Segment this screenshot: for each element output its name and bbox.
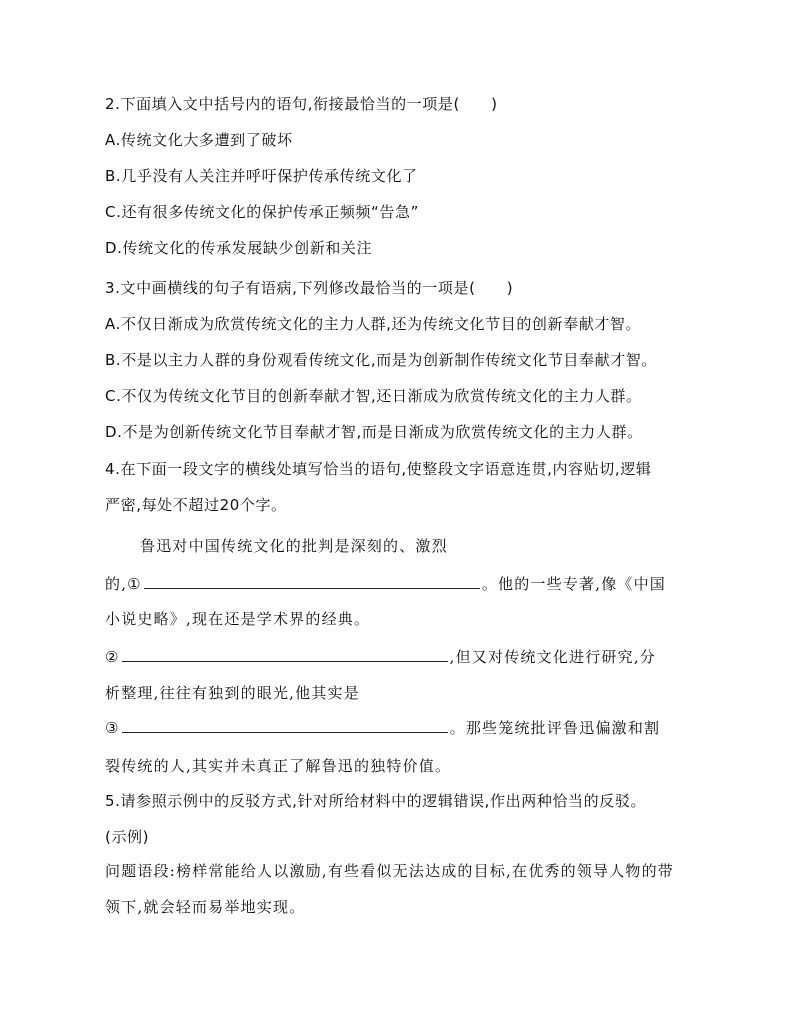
passage-line-6-suffix: 。那些笼统批评鲁迅偏激和割	[449, 719, 661, 737]
blank-2-input[interactable]	[122, 645, 448, 662]
passage-line-2-suffix: 。他的一些专著,像《中国	[481, 575, 666, 593]
blank-1-input[interactable]	[144, 572, 480, 589]
blank-3-input[interactable]	[122, 716, 448, 733]
passage-line-1: 鲁迅对中国传统文化的批判是深刻的、激烈	[140, 537, 448, 555]
question-5-example-label: (示例)	[105, 828, 150, 846]
passage-line-4-suffix: ,但又对传统文化进行研究,分	[449, 648, 656, 666]
question-3-option-c: C.不仅为传统文化节目的创新奉献才智,还日渐成为欣赏传统文化的主力人群。	[105, 387, 642, 405]
question-5-problem-line-2: 领下,就会轻而易举地实现。	[105, 898, 306, 916]
question-4-stem-line-2: 严密,每处不超过20个字。	[105, 496, 287, 514]
question-2-stem: 2.下面填入文中括号内的语句,衔接最恰当的一项是( )	[105, 95, 498, 113]
blank-2-number: ②	[105, 648, 120, 666]
question-3-option-a: A.不仅日渐成为欣赏传统文化的主力人群,还为传统文化节目的创新奉献才智。	[105, 315, 642, 333]
passage-line-7: 裂传统的人,其实并未真正了解鲁迅的独特价值。	[105, 757, 452, 775]
passage-line-4	[105, 645, 656, 668]
passage-line-6	[105, 716, 660, 739]
question-3-stem: 3.文中画横线的句子有语病,下列修改最恰当的一项是( )	[105, 279, 514, 297]
passage-line-2-prefix: 的,	[105, 575, 128, 593]
question-3-option-b: B.不是以主力人群的身份观看传统文化,而是为创新制作传统文化节目奉献才智。	[105, 351, 658, 369]
passage-line-5: 析整理,往往有独到的眼光,他其实是	[105, 684, 360, 702]
question-5-stem: 5.请参照示例中的反驳方式,针对所给材料中的逻辑错误,作出两种恰当的反驳。	[105, 792, 647, 810]
question-2-option-c: C.还有很多传统文化的保护传承正频频“告急”	[105, 203, 419, 221]
question-4-stem-line-1: 4.在下面一段文字的横线处填写恰当的语句,使整段文字语意连贯,内容贴切,逻辑	[105, 460, 652, 478]
blank-3-number: ③	[105, 719, 120, 737]
question-3-option-d: D.不是为创新传统文化节目奉献才智,而是日渐成为欣赏传统文化的主力人群。	[105, 423, 643, 441]
question-2-option-b: B.几乎没有人关注并呼吁保护传承传统文化了	[105, 167, 418, 185]
question-5-problem-line-1: 问题语段:榜样常能给人以激励,有些看似无法达成的目标,在优秀的领导人物的带	[105, 862, 674, 880]
question-2-option-d: D.传统文化的传承发展缺少创新和关注	[105, 239, 373, 257]
blank-1-number: ①	[127, 575, 142, 593]
passage-line-2	[105, 572, 666, 595]
question-2-option-a: A.传统文化大多遭到了破坏	[105, 131, 293, 149]
passage-line-3: 小说史略》,现在还是学术界的经典。	[105, 610, 371, 628]
